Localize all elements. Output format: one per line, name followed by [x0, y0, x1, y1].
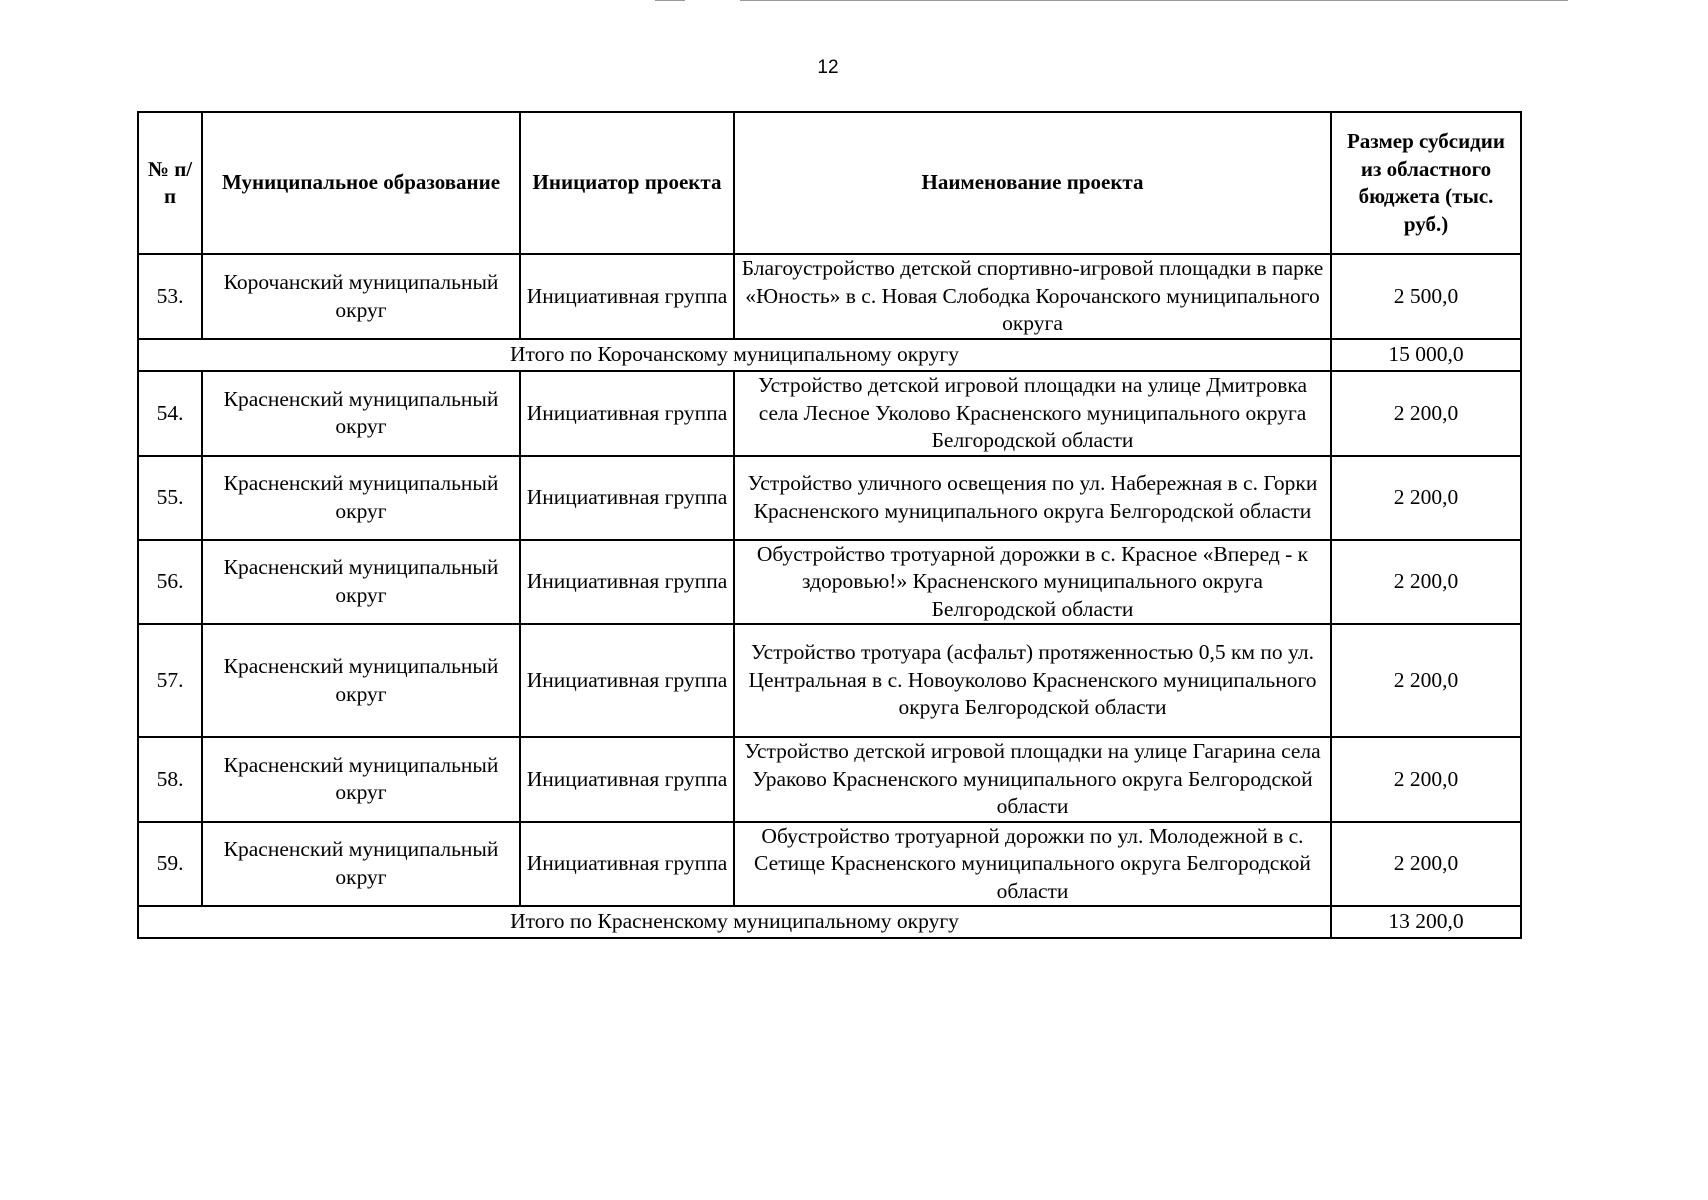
municipality-cell: Красненский муниципальный округ [202, 624, 520, 737]
initiator-cell: Инициативная группа [520, 371, 734, 456]
table-row [138, 624, 1521, 737]
total-amount: 15 000,0 [1331, 339, 1521, 371]
row-number: 58. [138, 737, 202, 822]
initiator-cell: Инициативная группа [520, 254, 734, 339]
municipality-cell: Корочанский муниципальный округ [202, 254, 520, 339]
municipality-cell: Красненский муниципальный округ [202, 822, 520, 907]
page-number: 12 [817, 57, 839, 78]
initiator-cell: Инициативная группа [520, 540, 734, 625]
row-number: 54. [138, 371, 202, 456]
table-row [138, 540, 1521, 625]
scan-edge-line [655, 0, 685, 1]
table-row [138, 737, 1521, 822]
project-name-cell: Обустройство тротуарной дорожки в с. Красное «Вперед - к здоровью!» Красненского муниципального округа Белгородской области [734, 540, 1331, 625]
header-municipality: Муниципальное образование [202, 112, 520, 254]
project-name-cell: Устройство детской игровой площадки на улице Дмитровка села Лесное Уколово Красненского муниципального округа Белгородской области [734, 371, 1331, 456]
row-number: 53. [138, 254, 202, 339]
total-row [138, 339, 1521, 371]
subsidy-amount-cell: 2 200,0 [1331, 371, 1521, 456]
header-project-name: Наименование проекта [734, 112, 1331, 254]
row-number: 59. [138, 822, 202, 907]
table-row [138, 456, 1521, 540]
subsidy-amount-cell: 2 200,0 [1331, 540, 1521, 625]
project-name-cell: Устройство уличного освещения по ул. Набережная в с. Горки Красненского муниципального округа Белгородской области [734, 456, 1331, 540]
initiator-cell: Инициативная группа [520, 456, 734, 540]
total-row [138, 906, 1521, 938]
scan-edge-line [740, 0, 1568, 1]
subsidy-amount-cell: 2 200,0 [1331, 822, 1521, 907]
header-subsidy-amount: Размер субсидии из областного бюджета (тыс. руб.) [1331, 112, 1521, 254]
project-name-cell: Обустройство тротуарной дорожки по ул. Молодежной в с. Сетище Красненского муниципального округа Белгородской области [734, 822, 1331, 907]
municipality-cell: Красненский муниципальный округ [202, 540, 520, 625]
subsidy-amount-cell: 2 200,0 [1331, 456, 1521, 540]
row-number: 57. [138, 624, 202, 737]
initiator-cell: Инициативная группа [520, 737, 734, 822]
municipality-cell: Красненский муниципальный округ [202, 456, 520, 540]
header-number: № п/п [138, 112, 202, 254]
initiator-cell: Инициативная группа [520, 624, 734, 737]
subsidy-table [137, 111, 1522, 939]
table-header-row [138, 112, 1521, 254]
subsidy-amount-cell: 2 200,0 [1331, 737, 1521, 822]
municipality-cell: Красненский муниципальный округ [202, 737, 520, 822]
project-name-cell: Благоустройство детской спортивно-игровой площадки в парке «Юность» в с. Новая Слободка Корочанского муниципального округа [734, 254, 1331, 339]
header-initiator: Инициатор проекта [520, 112, 734, 254]
row-number: 55. [138, 456, 202, 540]
project-name-cell: Устройство тротуара (асфальт) протяженностью 0,5 км по ул. Центральная в с. Новоуколово Красненского муниципального округа Белгородской области [734, 624, 1331, 737]
project-name-cell: Устройство детской игровой площадки на улице Гагарина села Ураково Красненского муниципального округа Белгородской области [734, 737, 1331, 822]
total-label: Итого по Корочанскому муниципальному округу [138, 339, 1331, 371]
total-amount: 13 200,0 [1331, 906, 1521, 938]
table-row [138, 254, 1521, 339]
row-number: 56. [138, 540, 202, 625]
table-row [138, 371, 1521, 456]
subsidy-amount-cell: 2 200,0 [1331, 624, 1521, 737]
initiator-cell: Инициативная группа [520, 822, 734, 907]
total-label: Итого по Красненскому муниципальному округу [138, 906, 1331, 938]
table-row [138, 822, 1521, 907]
municipality-cell: Красненский муниципальный округ [202, 371, 520, 456]
subsidy-amount-cell: 2 500,0 [1331, 254, 1521, 339]
